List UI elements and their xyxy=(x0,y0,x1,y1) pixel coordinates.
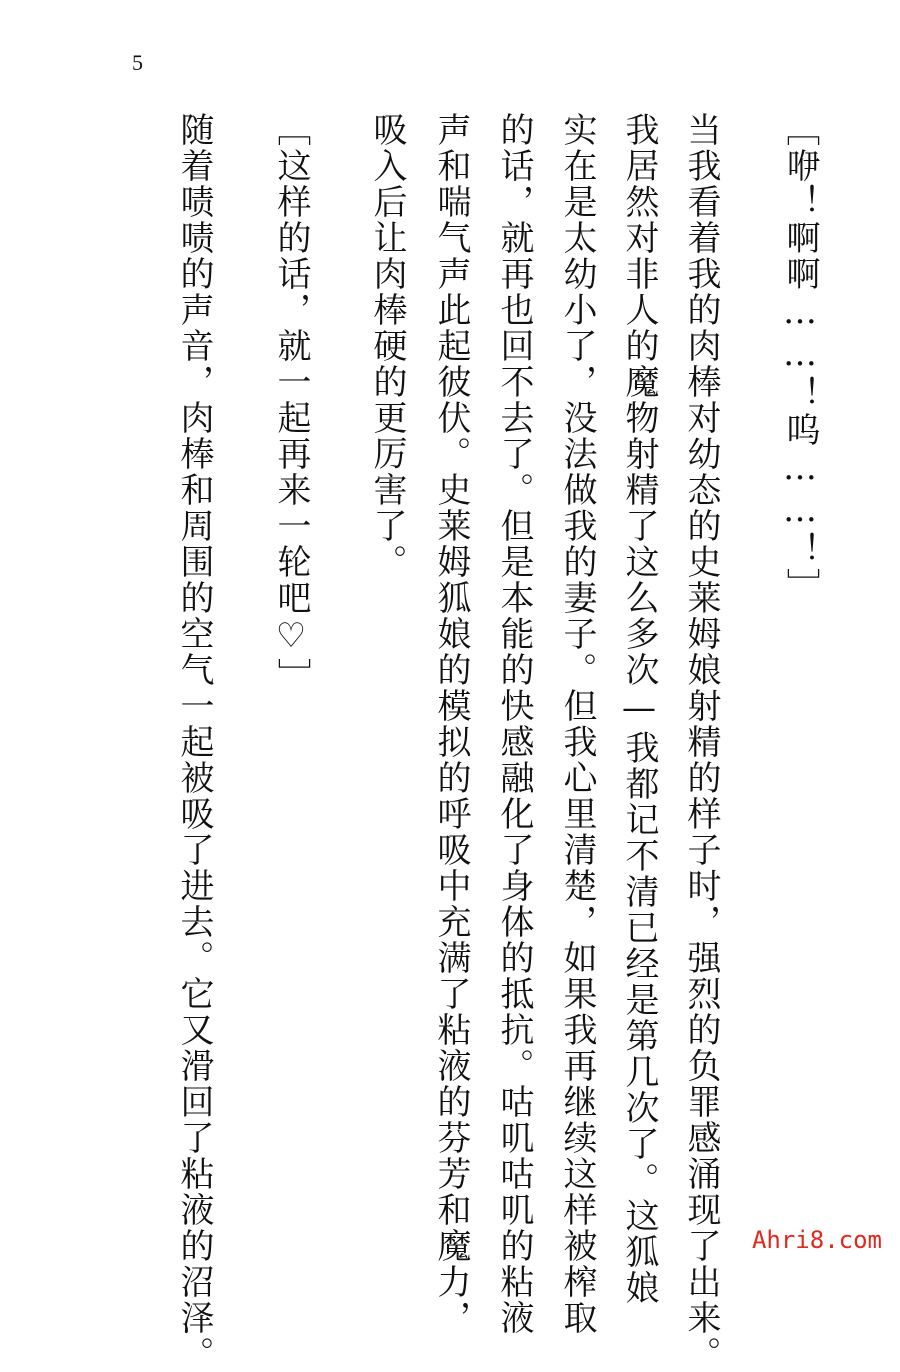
text-column-5: 的话，就再也回不去了。但是本能的快感融化了身体的抵抗。咕叽咕叽的粘液 xyxy=(494,112,534,1336)
text-column-6: 声和喘气声此起彼伏。史莱姆狐娘的模拟的呼吸中充满了粘液的芬芳和魔力， xyxy=(431,112,471,1336)
watermark: Ahri8.com xyxy=(751,1226,882,1254)
text-column-1: ［咿！啊啊……！呜……！］ xyxy=(780,112,820,604)
text-column-2: 当我看着我的肉棒对幼态的史莱姆娘射精的样子时，强烈的负罪感涌现了出来。 xyxy=(681,112,721,1372)
page-number: 5 xyxy=(132,50,143,75)
text-column-7: 吸入后让肉棒硬的更厉害了。 xyxy=(367,112,407,580)
text-column-4: 实在是太幼小了，没法做我的妻子。但我心里清楚，如果我再继续这样被榨取 xyxy=(557,112,597,1336)
text-column-3: 我居然对非人的魔物射精了这么多次—我都记不清已经是第几次了。这狐娘 xyxy=(619,112,659,1306)
text-column-9: 随着啧啧的声音，肉棒和周围的空气一起被吸了进去。它又滑回了粘液的沼泽。 xyxy=(174,112,214,1372)
text-column-8: ［这样的话，就一起再来一轮吧♡］ xyxy=(271,112,311,694)
